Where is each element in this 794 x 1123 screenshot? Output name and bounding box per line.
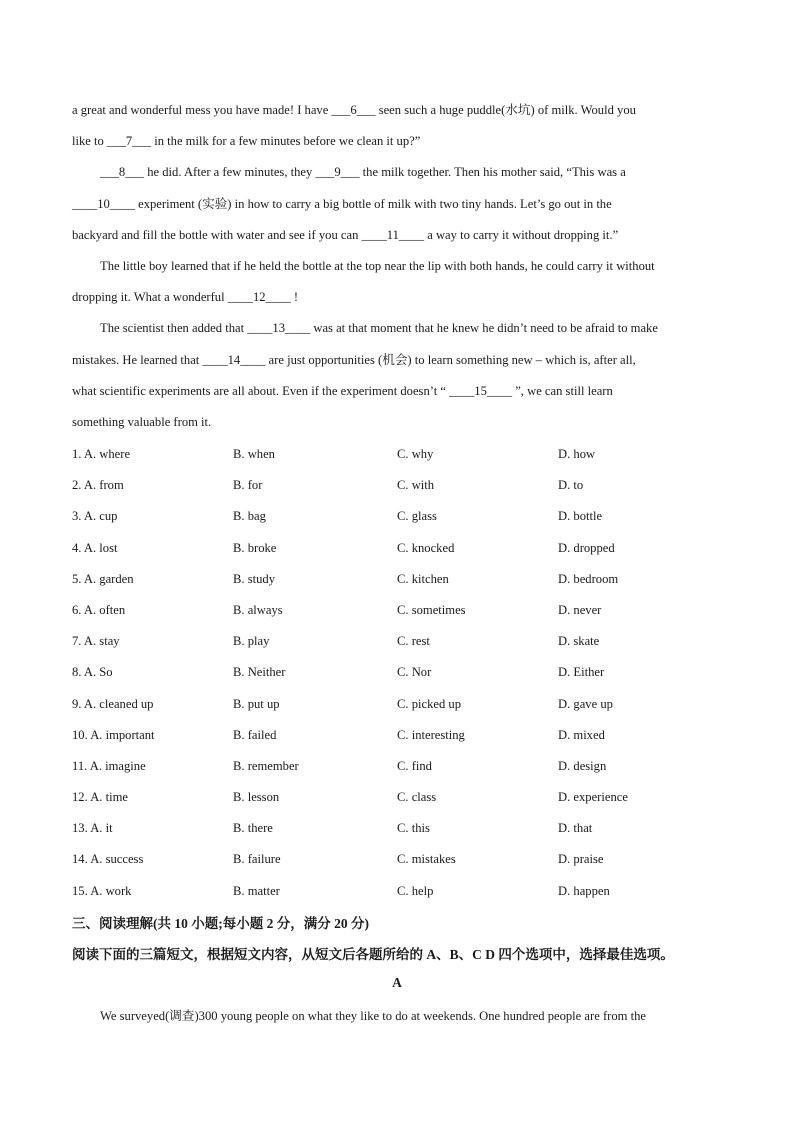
option-a: 10. A. important [72,727,155,742]
option-b: B. Neither [233,665,286,680]
option-d: D. Either [558,665,605,680]
question-row [72,694,724,725]
answer-options-list [72,444,724,912]
passage-line: We surveyed(调查)300 young people on what they like to do at weekends. One hundred people are from the [100,1009,646,1023]
option-a: 8. A. So [72,665,113,680]
option-d: D. experience [558,790,628,805]
option-d: D. gave up [558,696,613,711]
option-d: D. to [558,478,584,493]
question-row [72,787,724,818]
option-c: C. mistakes [397,852,456,867]
question-row [72,818,724,849]
passage-line: mistakes. He learned that ____14____ are just opportunities (机会) to learn something new – which is, after all, [72,352,636,367]
option-c: C. Nor [397,665,432,680]
option-c: C. find [397,758,432,773]
question-row [72,444,724,475]
option-a: 13. A. it [72,821,113,836]
option-c: C. glass [397,509,437,524]
option-d: D. dropped [558,540,615,555]
passage-label: A [392,975,402,990]
option-d: D. design [558,758,607,773]
option-a: 5. A. garden [72,571,134,586]
option-d: D. mixed [558,727,605,742]
option-d: D. that [558,821,593,836]
passage-line: ____10____ experiment (实验) in how to carry a big bottle of milk with two tiny hands. Let’s go out in the [72,196,612,211]
option-b: B. when [233,447,275,461]
option-d: D. bottle [558,509,603,524]
option-d: D. never [558,602,602,617]
option-c: C. help [397,883,434,898]
option-a: 2. A. from [72,478,124,493]
option-a: 6. A. often [72,602,126,617]
question-row [72,475,724,506]
question-row [72,725,724,756]
option-c: C. kitchen [397,571,449,586]
option-d: D. praise [558,852,604,867]
passage-line: what scientific experiments are all about. Even if the experiment doesn’t “ ____15____ ”, we can still learn [72,383,613,398]
question-row [72,538,724,569]
passage-line: ___8___ he did. After a few minutes, they ___9___ the milk together. Then his mother said, “This was a [100,165,626,180]
option-a: 9. A. cleaned up [72,696,154,711]
option-b: B. lesson [233,790,280,805]
option-d: D. how [558,447,596,461]
option-c: C. why [397,447,434,461]
cloze-passage [72,100,724,443]
question-row [72,506,724,537]
passage-line: backyard and fill the bottle with water and see if you can ____11____ a way to carry it without dropping it.” [72,227,619,242]
option-b: B. put up [233,696,280,711]
option-a: 14. A. success [72,852,144,867]
option-b: B. for [233,478,263,493]
reading-passage-a [72,1006,724,1037]
option-b: B. bag [233,509,266,524]
option-b: B. failed [233,727,277,742]
option-c: C. picked up [397,696,462,711]
option-b: B. always [233,602,283,617]
option-c: C. rest [397,634,430,649]
option-b: B. play [233,634,270,649]
option-c: C. with [397,478,435,493]
option-c: C. sometimes [397,602,466,617]
question-row [72,600,724,631]
option-c: C. this [397,821,430,836]
option-c: C. interesting [397,727,465,742]
option-b: B. remember [233,758,299,773]
passage-line: a great and wonderful mess you have made! I have ___6___ seen such a huge puddle(水坑) of milk. Would you [72,103,636,117]
option-c: C. class [397,790,437,805]
option-a: 11. A. imagine [72,758,146,773]
option-b: B. broke [233,540,277,555]
option-d: D. happen [558,883,610,898]
question-row [72,881,724,912]
option-a: 12. A. time [72,790,128,805]
passage-line: like to ___7___ in the milk for a few minutes before we clean it up?” [72,134,421,149]
passage-line: dropping it. What a wonderful ____12____ ! [72,290,299,305]
option-b: B. failure [233,852,281,867]
option-c: C. knocked [397,540,455,555]
question-row [72,756,724,787]
question-row [72,662,724,693]
option-a: 1. A. where [72,447,131,461]
option-b: B. study [233,571,275,586]
option-a: 15. A. work [72,883,132,898]
section-heading: 三、阅读理解(共 10 小题;每小题 2 分，满分 20 分) [72,916,369,931]
question-row [72,849,724,880]
passage-line: The little boy learned that if he held the bottle at the top near the lip with both hands, he could carry it without [100,258,655,273]
option-b: B. matter [233,883,280,898]
option-a: 7. A. stay [72,634,120,649]
passage-line: something valuable from it. [72,414,212,429]
section-instruction: 阅读下面的三篇短文，根据短文内容，从短文后各题所给的 A、B、C D 四个选项中，选择最佳选项。 [72,947,674,962]
option-d: D. bedroom [558,571,619,586]
passage-line: The scientist then added that ____13____ was at that moment that he knew he didn’t need to be afraid to make [100,321,658,336]
option-d: D. skate [558,634,600,649]
option-b: B. there [233,821,273,836]
option-a: 3. A. cup [72,509,118,524]
question-row [72,631,724,662]
question-row [72,569,724,600]
option-a: 4. A. lost [72,540,118,555]
